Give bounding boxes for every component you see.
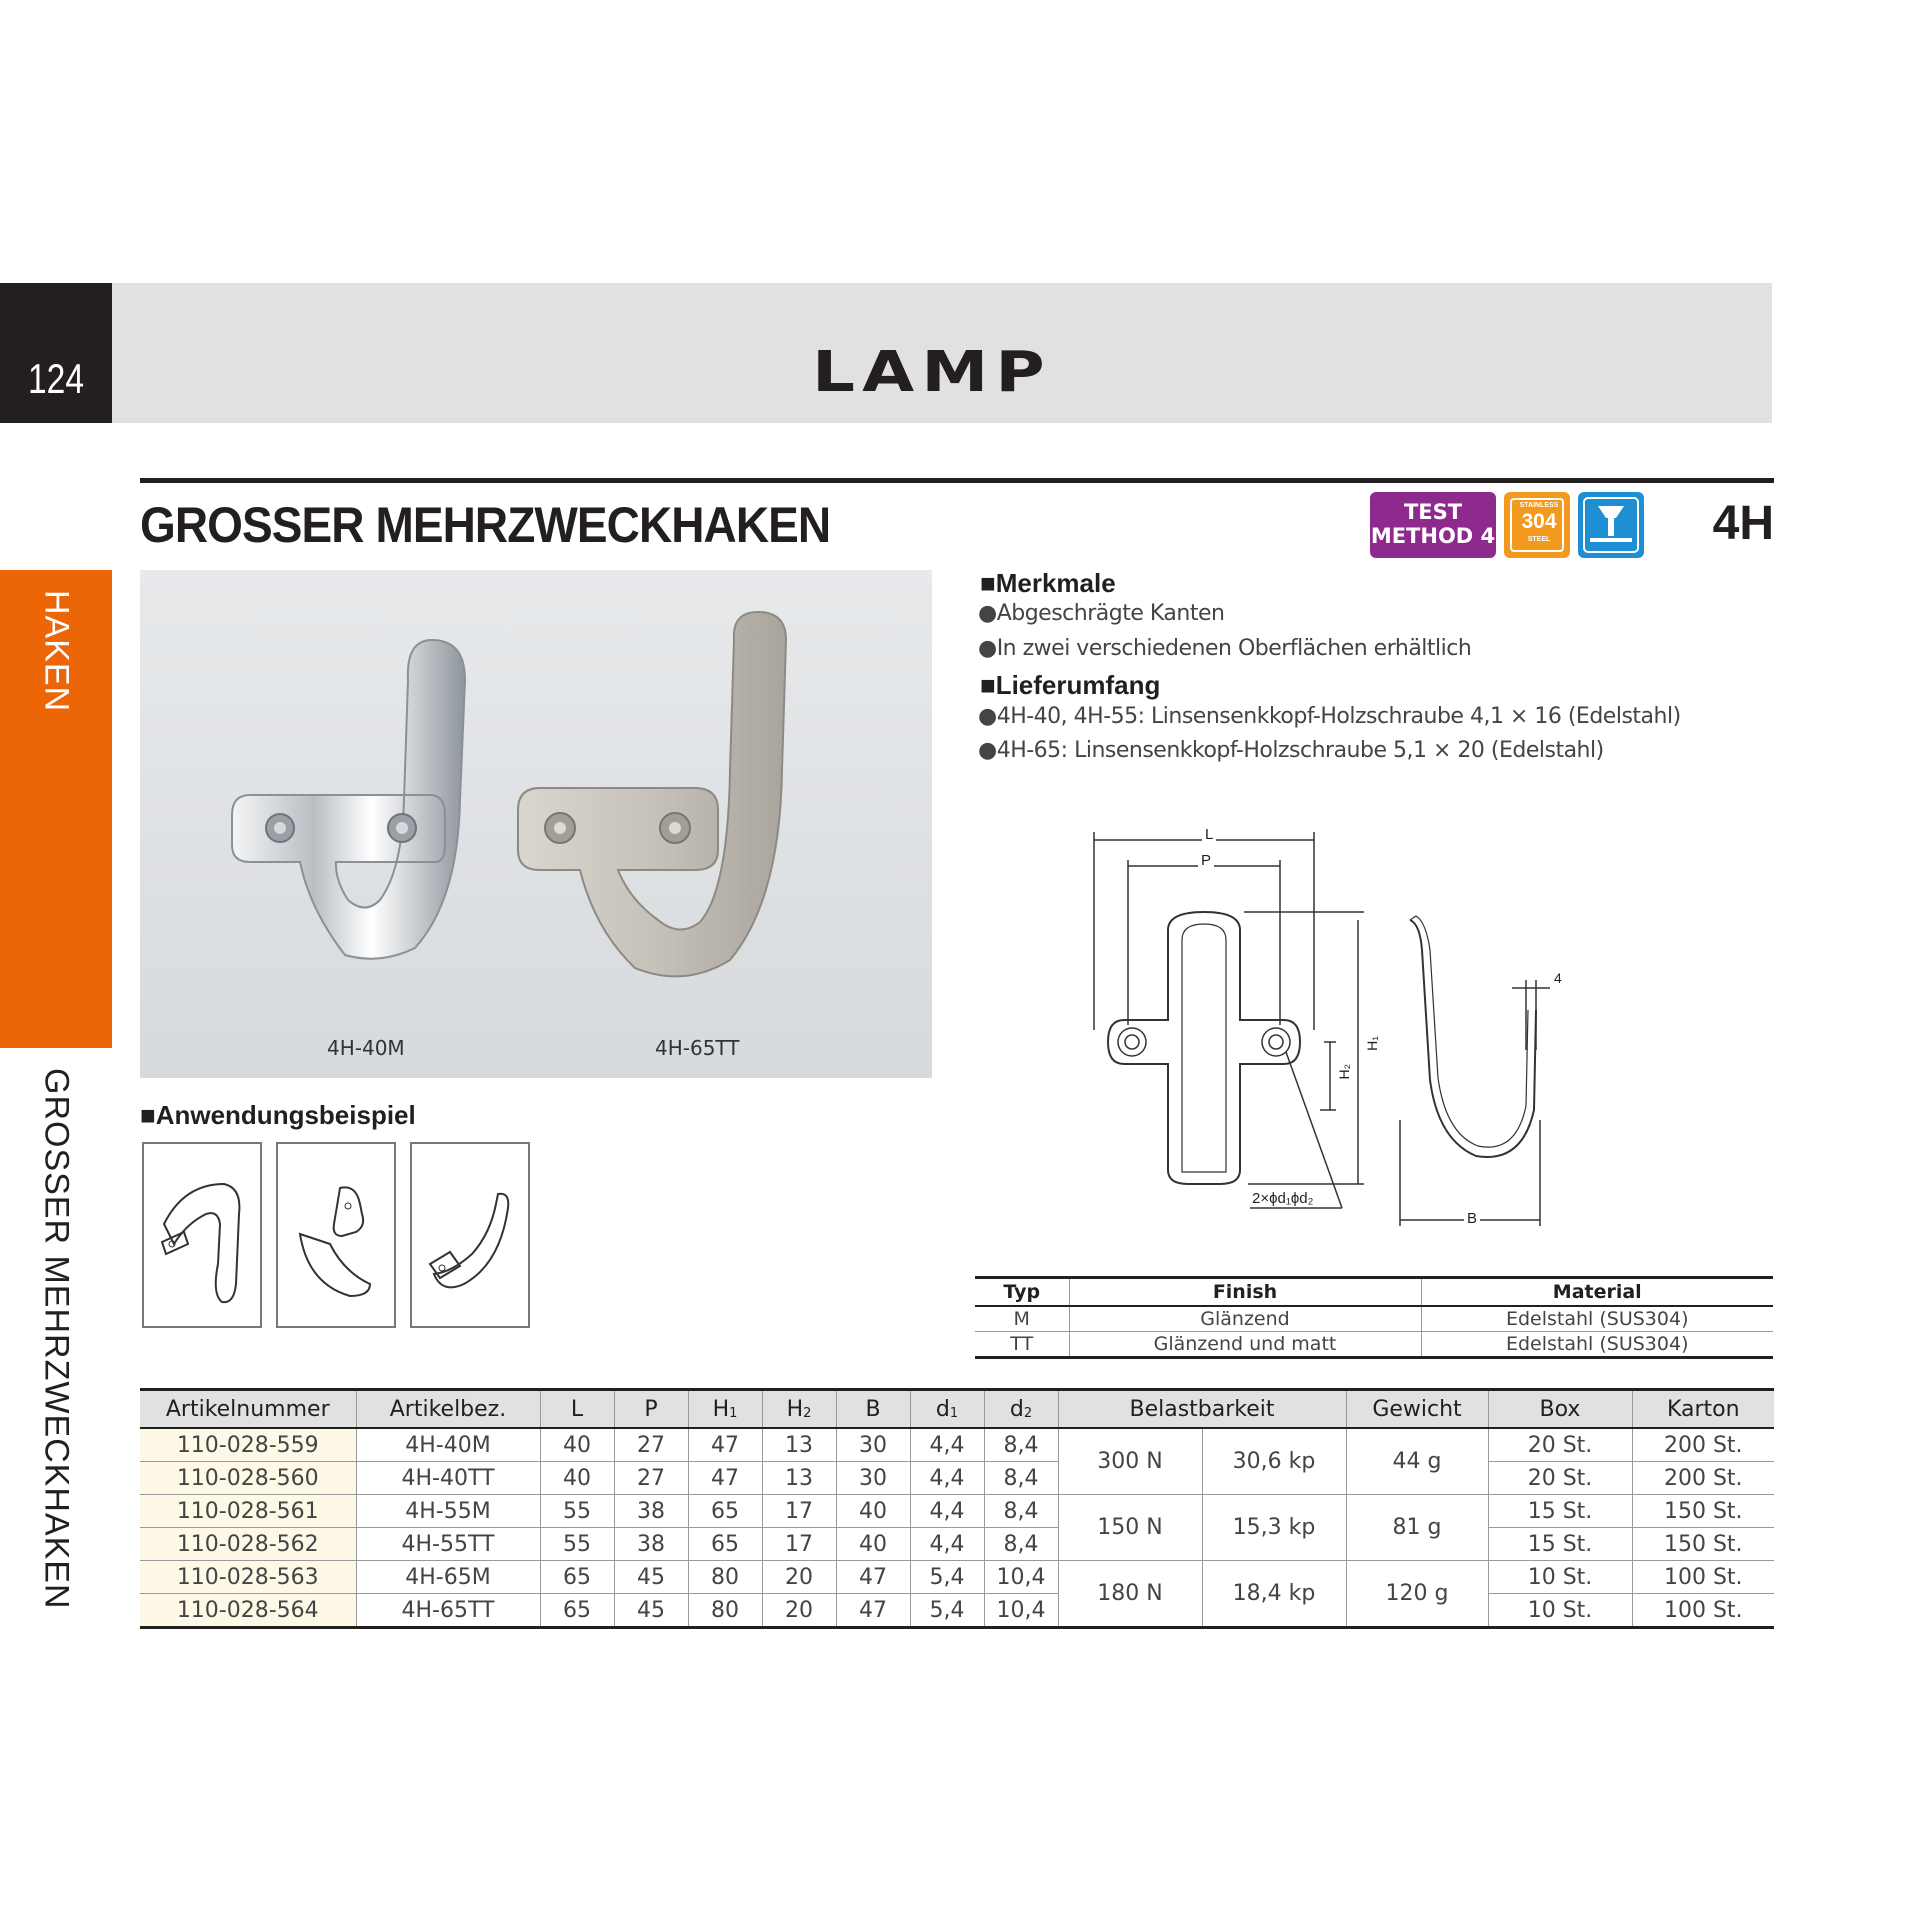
steel-badge-number: 304 — [1521, 510, 1557, 533]
cell-karton: 150 St. — [1632, 1495, 1774, 1528]
cell-box: 15 St. — [1488, 1495, 1632, 1528]
application-example-2 — [276, 1142, 396, 1328]
cell-b: 40 — [836, 1495, 910, 1528]
cell-karton: 200 St. — [1632, 1428, 1774, 1462]
finish-table — [975, 1276, 1773, 1359]
cell-d1: 4,4 — [910, 1428, 984, 1462]
cell-art: 110-028-560 — [140, 1462, 356, 1495]
finish-material: Edelstahl (SUS304) — [1421, 1306, 1773, 1332]
cell-bez: 4H-40M — [356, 1428, 540, 1462]
cell-bez: 4H-40TT — [356, 1462, 540, 1495]
test-badge-line1: TEST — [1403, 500, 1463, 524]
finish-typ: M — [975, 1306, 1069, 1332]
cell-karton: 150 St. — [1632, 1528, 1774, 1561]
cell-b: 47 — [836, 1561, 910, 1594]
cell-belastung-kp: 18,4 kp — [1202, 1561, 1346, 1628]
delivery-item: ●4H-65: Linsensenkkopf-Holzschraube 5,1 × 20 (Edelstahl) — [978, 738, 1604, 763]
cell-h2: 13 — [762, 1428, 836, 1462]
feature-item: ●Abgeschrägte Kanten — [978, 601, 1225, 626]
cell-b: 40 — [836, 1528, 910, 1561]
cell-belastung-n: 180 N — [1058, 1561, 1202, 1628]
steel-badge-bottom: STEEL — [1527, 536, 1551, 543]
cell-p: 38 — [614, 1495, 688, 1528]
features-heading: ■Merkmale — [980, 568, 1116, 598]
table-row — [975, 1306, 1773, 1332]
cell-b: 30 — [836, 1462, 910, 1495]
header-p: P — [614, 1390, 688, 1429]
cell-h2: 20 — [762, 1594, 836, 1628]
cell-b: 30 — [836, 1428, 910, 1462]
finish-finish: Glänzend — [1069, 1306, 1421, 1332]
cell-l: 55 — [540, 1495, 614, 1528]
dim-label-b: B — [1464, 1210, 1480, 1227]
side-title: GROSSER MEHRZWECKHAKEN — [37, 1068, 76, 1610]
cell-belastung-kp: 15,3 kp — [1202, 1495, 1346, 1561]
table-row — [140, 1495, 1774, 1528]
header-artikelbez: Artikelbez. — [356, 1390, 540, 1429]
cell-d1: 5,4 — [910, 1594, 984, 1628]
cell-art: 110-028-563 — [140, 1561, 356, 1594]
header-h2: $H_2$ — [762, 1390, 836, 1429]
cell-p: 38 — [614, 1528, 688, 1561]
test-method-badge — [1370, 492, 1496, 558]
application-heading: ■Anwendungsbeispiel — [140, 1100, 416, 1130]
cell-belastung-kp: 30,6 kp — [1202, 1428, 1346, 1495]
feature-item: ●In zwei verschiedenen Oberflächen erhältlich — [978, 636, 1472, 661]
delivery-heading: ■Lieferumfang — [980, 670, 1161, 700]
header-box: Box — [1488, 1390, 1632, 1429]
page-number: 124 — [27, 355, 85, 402]
brand-logo: LAMP — [812, 340, 1052, 405]
product-photo — [140, 570, 932, 1078]
finish-header-material: Material — [1421, 1278, 1773, 1307]
dim-label-p: P — [1198, 852, 1214, 869]
cell-d2: 8,4 — [984, 1462, 1058, 1495]
cell-bez: 4H-65M — [356, 1561, 540, 1594]
finish-finish: Glänzend und matt — [1069, 1332, 1421, 1358]
table-row — [140, 1561, 1774, 1594]
cell-box: 20 St. — [1488, 1428, 1632, 1462]
photo-caption-4h-65tt: 4H-65TT — [655, 1036, 740, 1060]
finish-header-typ: Typ — [975, 1278, 1069, 1307]
cell-d2: 8,4 — [984, 1528, 1058, 1561]
finish-material: Edelstahl (SUS304) — [1421, 1332, 1773, 1358]
cell-p: 45 — [614, 1561, 688, 1594]
cell-d2: 10,4 — [984, 1561, 1058, 1594]
test-badge-line2: METHOD 4 — [1370, 524, 1496, 548]
header-h1: $H_1$ — [688, 1390, 762, 1429]
cell-p: 27 — [614, 1428, 688, 1462]
table-row — [975, 1332, 1773, 1358]
header-karton: Karton — [1632, 1390, 1774, 1429]
hook-4h-65tt-image — [518, 612, 786, 976]
finish-header-finish: Finish — [1069, 1278, 1421, 1307]
cell-d1: 4,4 — [910, 1528, 984, 1561]
cell-d2: 10,4 — [984, 1594, 1058, 1628]
dim-label-thickness: 4 — [1554, 970, 1562, 986]
application-example-3 — [410, 1142, 530, 1328]
cell-l: 65 — [540, 1561, 614, 1594]
cell-p: 27 — [614, 1462, 688, 1495]
side-tab-label: HAKEN — [37, 590, 76, 713]
cell-h1: 80 — [688, 1594, 762, 1628]
cell-l: 40 — [540, 1462, 614, 1495]
title-rule — [140, 478, 1774, 483]
cell-d1: 4,4 — [910, 1495, 984, 1528]
application-example-1 — [142, 1142, 262, 1328]
cell-belastung-gewicht: 44 g — [1346, 1428, 1488, 1495]
series-code: 4H — [1712, 497, 1774, 550]
cell-box: 10 St. — [1488, 1561, 1632, 1594]
cell-d2: 8,4 — [984, 1495, 1058, 1528]
cell-h2: 20 — [762, 1561, 836, 1594]
cell-belastung-n: 150 N — [1058, 1495, 1202, 1561]
page-title: GROSSER MEHRZWECKHAKEN — [140, 497, 831, 553]
cell-box: 20 St. — [1488, 1462, 1632, 1495]
cell-bez: 4H-55M — [356, 1495, 540, 1528]
dim-label-l: L — [1202, 826, 1216, 843]
cell-h2: 13 — [762, 1462, 836, 1495]
cell-box: 10 St. — [1488, 1594, 1632, 1628]
cell-belastung-gewicht: 120 g — [1346, 1561, 1488, 1628]
cell-belastung-n: 300 N — [1058, 1428, 1202, 1495]
stainless-304-badge — [1504, 492, 1570, 558]
cell-l: 55 — [540, 1528, 614, 1561]
cell-box: 15 St. — [1488, 1528, 1632, 1561]
header-l: L — [540, 1390, 614, 1429]
table-row — [140, 1594, 1774, 1628]
cell-h1: 47 — [688, 1428, 762, 1462]
table-row — [140, 1462, 1774, 1495]
header-belastbarkeit: Belastbarkeit — [1058, 1390, 1346, 1429]
dim-label-h2: H₂ — [1336, 1064, 1352, 1080]
cell-art: 110-028-562 — [140, 1528, 356, 1561]
dim-label-h1: H₁ — [1364, 1036, 1380, 1051]
cell-karton: 100 St. — [1632, 1561, 1774, 1594]
photo-caption-4h-40m: 4H-40M — [327, 1036, 405, 1060]
delivery-item: ●4H-40, 4H-55: Linsensenkkopf-Holzschraube 4,1 × 16 (Edelstahl) — [978, 704, 1681, 729]
cell-h1: 65 — [688, 1495, 762, 1528]
cell-bez: 4H-65TT — [356, 1594, 540, 1628]
cell-l: 65 — [540, 1594, 614, 1628]
header-b: B — [836, 1390, 910, 1429]
cell-h1: 47 — [688, 1462, 762, 1495]
table-row — [140, 1528, 1774, 1561]
header-d2: $d_2$ — [984, 1390, 1058, 1429]
cell-bez: 4H-55TT — [356, 1528, 540, 1561]
header-d1: $d_1$ — [910, 1390, 984, 1429]
header-artikelnummer: Artikelnummer — [140, 1390, 356, 1429]
table-row — [140, 1428, 1774, 1462]
cell-h2: 17 — [762, 1528, 836, 1561]
cell-karton: 100 St. — [1632, 1594, 1774, 1628]
cell-h2: 17 — [762, 1495, 836, 1528]
cell-karton: 200 St. — [1632, 1462, 1774, 1495]
cell-belastung-gewicht: 81 g — [1346, 1495, 1488, 1561]
header-gewicht: Gewicht — [1346, 1390, 1488, 1429]
hook-4h-40m-image — [232, 640, 465, 959]
technical-drawing — [1080, 820, 1600, 1240]
cell-art: 110-028-559 — [140, 1428, 356, 1462]
screw-mount-icon — [1578, 492, 1644, 558]
dim-label-holes: 2×ϕd₁ϕd₂ — [1252, 1190, 1314, 1207]
cell-l: 40 — [540, 1428, 614, 1462]
cell-h1: 80 — [688, 1561, 762, 1594]
cell-b: 47 — [836, 1594, 910, 1628]
cell-art: 110-028-561 — [140, 1495, 356, 1528]
cell-art: 110-028-564 — [140, 1594, 356, 1628]
cell-p: 45 — [614, 1594, 688, 1628]
cell-d2: 8,4 — [984, 1428, 1058, 1462]
finish-typ: TT — [975, 1332, 1069, 1358]
steel-badge-top: STAINLESS — [1519, 502, 1559, 509]
cell-d1: 5,4 — [910, 1561, 984, 1594]
cell-d1: 4,4 — [910, 1462, 984, 1495]
spec-table — [140, 1388, 1774, 1629]
cell-h1: 65 — [688, 1528, 762, 1561]
